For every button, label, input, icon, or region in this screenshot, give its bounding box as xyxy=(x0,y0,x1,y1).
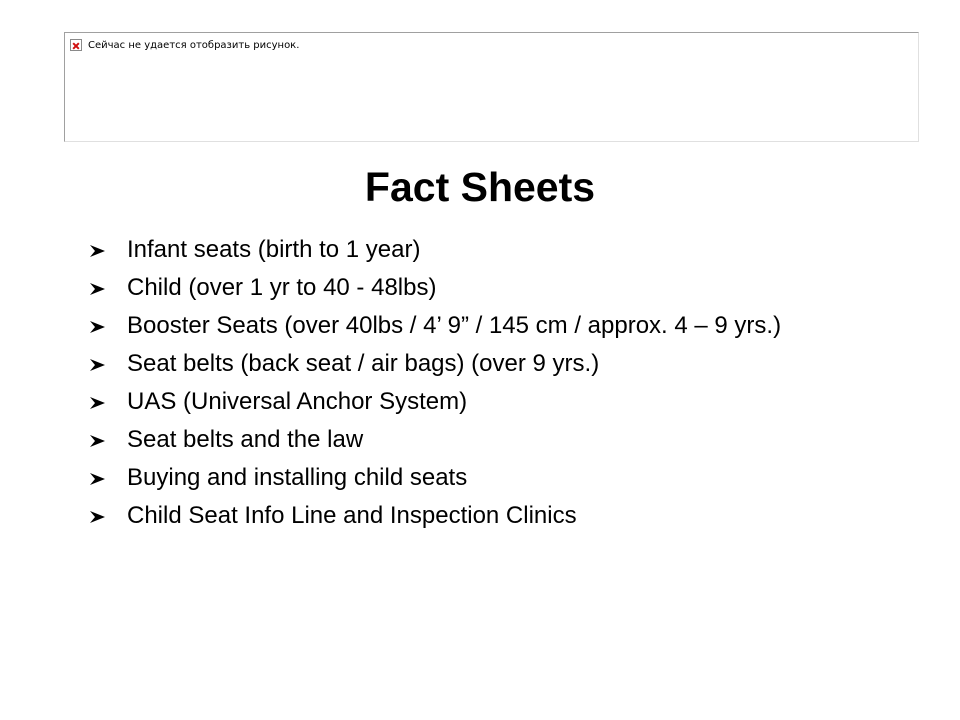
arrow-bullet-icon xyxy=(88,508,106,526)
bullet-text: UAS (Universal Anchor System) xyxy=(127,388,468,415)
bullet-item xyxy=(88,425,888,453)
arrow-bullet-icon xyxy=(88,356,106,374)
arrow-bullet-icon xyxy=(88,394,106,412)
bullet-item xyxy=(88,463,888,491)
broken-image-message: Сейчас не удается отобразить рисунок. xyxy=(88,39,300,51)
arrow-bullet-icon xyxy=(88,280,106,298)
broken-image-message-row xyxy=(70,39,299,51)
bullet-text: Buying and installing child seats xyxy=(127,464,468,491)
bullet-item xyxy=(88,501,888,529)
broken-image-x-icon xyxy=(70,39,82,51)
bullet-text: Infant seats (birth to 1 year) xyxy=(127,236,421,263)
bullet-item xyxy=(88,349,888,377)
bullet-list xyxy=(88,235,888,539)
arrow-bullet-icon xyxy=(88,318,106,336)
arrow-bullet-icon xyxy=(88,432,106,450)
arrow-bullet-icon xyxy=(88,242,106,260)
bullet-text: Child Seat Info Line and Inspection Clinics xyxy=(127,502,577,529)
bullet-item xyxy=(88,273,888,301)
bullet-item xyxy=(88,235,888,263)
bullet-item xyxy=(88,387,888,415)
bullet-text: Seat belts and the law xyxy=(127,426,364,453)
slide-title: Fact Sheets xyxy=(364,164,596,210)
arrow-bullet-icon xyxy=(88,470,106,488)
bullet-text: Booster Seats (over 40lbs / 4’ 9” / 145 cm / approx. 4 – 9 yrs.) xyxy=(127,312,782,339)
bullet-text: Seat belts (back seat / air bags) (over 9 yrs.) xyxy=(127,350,600,377)
broken-image-placeholder xyxy=(64,32,919,142)
bullet-text: Child (over 1 yr to 40 - 48lbs) xyxy=(127,274,437,301)
bullet-item xyxy=(88,311,888,339)
